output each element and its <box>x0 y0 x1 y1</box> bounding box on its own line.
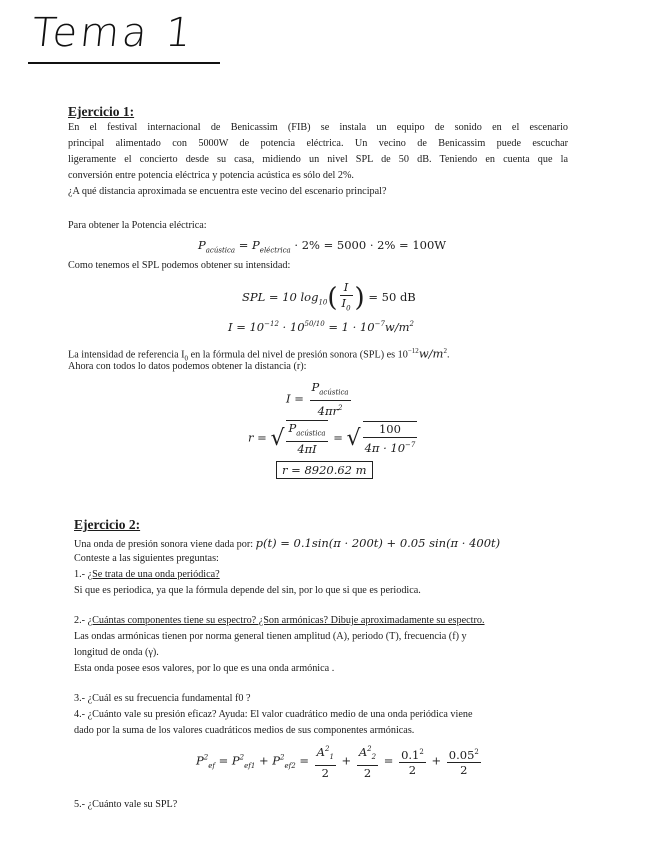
ex1-line-4: conversión entre potencia eléctrica y potencia acústica es sólo del 2%. <box>68 170 354 181</box>
equation-intensity-distance: I = $\frac{P_{acústica}}{4\pi r^2}$ <box>286 380 349 419</box>
ex2-answer-1: Si que es periodica, ya que la fórmula depende del sin, por lo que si que es periodica. <box>74 585 421 596</box>
equation-power: $P_{acústica} = P_{eléctrica} \cdot 2\% = 5000 \cdot 2\% = 100W$ <box>198 238 447 255</box>
ex1-step-4: Ahora con todos lo datos podemos obtener la distancia (r): <box>68 361 307 372</box>
result-box: r = 8920.62 m <box>276 461 373 479</box>
ex1-line-1: En el festival internacional de Benicassim (FIB) se instala un equipo de sonido en el escenario <box>68 122 568 133</box>
equation-spl: SPL = 10 $\log_{10}$( $\frac{I}{I_0}$ ) = 50 dB <box>242 280 416 314</box>
exercise-2-heading: Ejercicio 2: <box>74 517 141 532</box>
ex2-question-2: 2.- ¿Cuántas componentes tiene su espectro? ¿Son armónicas? Dibuje aproximadamente su espectro. <box>74 615 485 626</box>
ex2-answer-2-line-1: Las ondas armónicas tienen por norma general tienen amplitud (A), periodo (T), frecuencia (f) y <box>74 631 467 642</box>
ex2-answer-prompt: Conteste a las siguientes preguntas: <box>74 553 219 564</box>
ex2-answer-2-line-3: Esta onda posee esos valores, por lo que es una onda armónica . <box>74 663 335 674</box>
exercise-1-heading: Ejercicio 1: <box>68 104 135 119</box>
ex1-line-2: principal alimentado con 5000W de potencia eléctrica. Un vecino de Benicassim puede escuchar <box>68 138 568 149</box>
equation-distance: r = √ $\frac{P_{acústica}}{4\pi I}$ = √ $\frac{100}{4\pi \cdot 10^{-7}}$ <box>248 421 416 457</box>
ex1-step-3: La intensidad de referencia $I_0$ en la fórmula del nivel de presión sonora (SPL) es $10^{-12}w/m^2$. <box>68 346 450 363</box>
equation-intensity: $I = 10^{-12} \cdot 10^{50/10} = 1 \cdot 10^{-7}w/m^2$ <box>228 320 414 334</box>
ex2-intro: Una onda de presión sonora viene dada por: p(t) = 0.1sin(π · 200t) + 0.05 sin(π · 400t) <box>74 536 501 550</box>
ex2-answer-2-line-2: longitud de onda (γ). <box>74 647 159 658</box>
ex2-question-5: 5.- ¿Cuánto vale su SPL? <box>74 799 178 810</box>
ex1-step-1: Para obtener la Potencia eléctrica: <box>68 220 207 231</box>
ex1-question: ¿A qué distancia aproximada se encuentra este vecino del escenario principal? <box>68 186 387 197</box>
ex1-line-3: ligeramente el concierto desde su casa, midiendo un nivel SPL de 50 dB. Teniendo en cuenta que la <box>68 154 568 165</box>
equation-effective-pressure: $P^2_{ef} = P^2_{ef1} + P^2_{ef2}$ = $\frac{A^2_1}{2}$ + $\frac{A^2_2}{2}$ = $\frac{0.1^2}{2}$ + $\frac{0.05^2}{2}$ <box>196 742 483 781</box>
title-underline <box>28 62 220 64</box>
ex2-question-1: 1.- ¿Se trata de una onda periódica? <box>74 569 220 580</box>
ex2-question-4-line-1: 4.- ¿Cuánto vale su presión eficaz? Ayuda: El valor cuadrático medio de una onda periódica viene <box>74 709 473 720</box>
handwritten-title: Tema 1 <box>29 10 197 56</box>
ex1-step-2: Como tenemos el SPL podemos obtener su intensidad: <box>68 260 291 271</box>
ex2-question-4-line-2: dado por la suma de los valores cuadráticos medios de sus componentes armónicas. <box>74 725 415 736</box>
ex2-question-3: 3.- ¿Cuál es su frecuencia fundamental f0 ? <box>74 693 251 704</box>
